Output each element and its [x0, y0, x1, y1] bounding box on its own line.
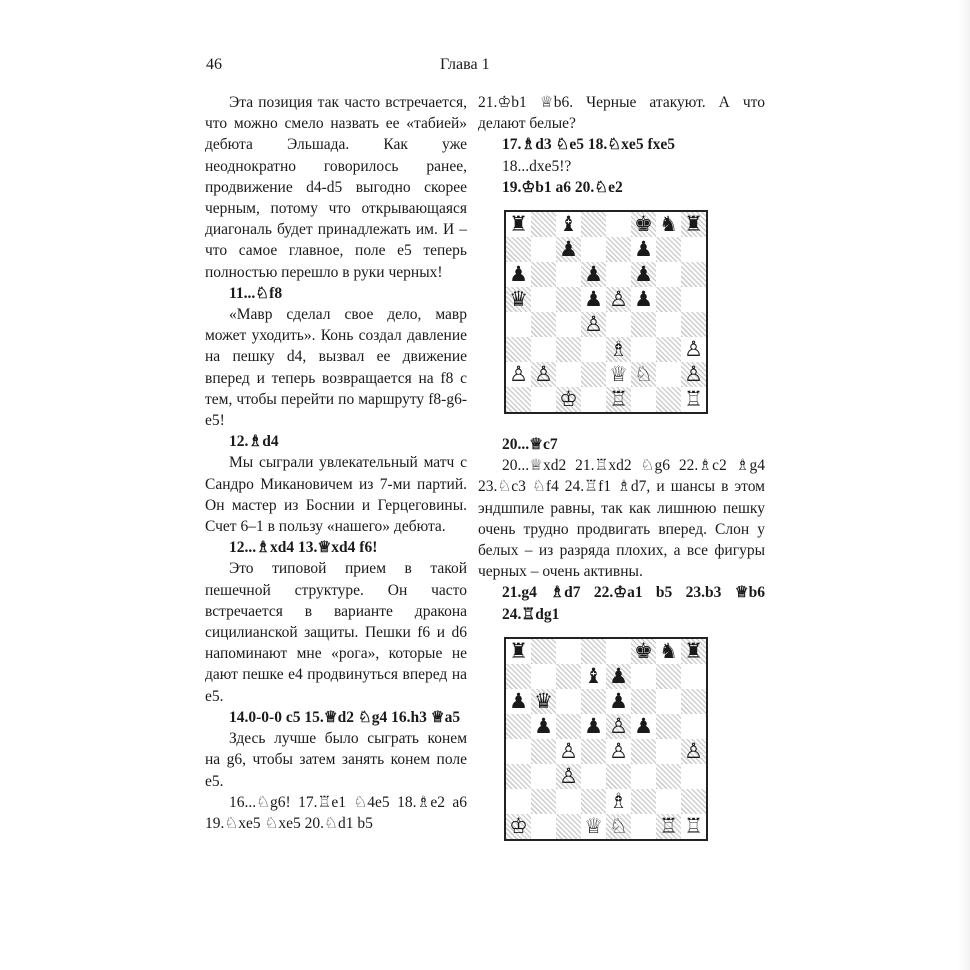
board-square [606, 212, 631, 237]
black-pawn-icon: ♟ [509, 688, 528, 713]
board-square [506, 689, 531, 714]
paragraph: 16...♘g6! 17.♖e1 ♘4e5 18.♗e2 a6 19.♘xe5 ♘xe5 20.♘d1 b5 [205, 793, 467, 832]
board-square [581, 262, 606, 287]
board-square [681, 789, 706, 814]
board-square [581, 362, 606, 387]
board-square [606, 689, 631, 714]
black-pawn-icon: ♟ [609, 688, 628, 713]
move-line: 12...♗xd4 13.♕xd4 f6! [229, 539, 378, 557]
board-square [631, 212, 656, 237]
move-line: 21.g4 ♗d7 22.♔a1 b5 23.b3 ♕b6 24.♖dg1 [502, 584, 765, 623]
board-square [656, 689, 681, 714]
white-pawn-icon: ♙ [684, 362, 703, 387]
board-square [656, 664, 681, 689]
paragraph: Это типовой прием в такой пешечной структуре. Он часто встречается в варианте дракона сицилианской защиты. Пешки f6 и d6 напоминают мне «рога», которые не дают пешке e4 продвинуться вперед на e5. [205, 560, 467, 705]
black-king-icon: ♚ [634, 212, 653, 237]
board-square [581, 764, 606, 789]
board-square [556, 639, 581, 664]
board-square [531, 287, 556, 312]
board-square [681, 237, 706, 262]
board-square [656, 789, 681, 814]
board-square [631, 312, 656, 337]
board-square [656, 639, 681, 664]
black-pawn-icon: ♟ [584, 262, 603, 287]
board-square [606, 739, 631, 764]
black-rook-icon: ♜ [509, 638, 528, 663]
white-pawn-icon: ♙ [609, 738, 628, 763]
paragraph: 20...♕xd2 21.♖xd2 ♘g6 22.♗c2 ♗g4 23.♘c3 ♘f4 24.♖f1 ♗d7, и шансы в этом эндшпиле равны, так как лишнюю пешку очень трудно продвигать вперед. Слон у белых – из разряда плохих, а все фигуры черных – очень активны. [478, 457, 765, 581]
board-square [556, 387, 581, 412]
paragraph: Мы сыграли увлекательный матч с Сандро Микановичем из 7-ми партий. Он мастер из Боснии и Герцеговины. Счет 6–1 в пользу «нашего» дебюта. [205, 454, 467, 536]
white-pawn-icon: ♙ [609, 713, 628, 738]
black-bishop-icon: ♝ [584, 663, 603, 688]
board-square [681, 337, 706, 362]
board-square [681, 312, 706, 337]
white-pawn-icon: ♙ [684, 738, 703, 763]
board-square [531, 387, 556, 412]
board-square [531, 337, 556, 362]
board-square [556, 337, 581, 362]
board-square [606, 714, 631, 739]
board-square [531, 814, 556, 839]
board-square [531, 212, 556, 237]
board-square [581, 664, 606, 689]
board-square [581, 212, 606, 237]
board-square [606, 764, 631, 789]
board-square [631, 337, 656, 362]
board-square [656, 362, 681, 387]
board-square [656, 287, 681, 312]
board-square [631, 639, 656, 664]
board-square [606, 237, 631, 262]
board-square [531, 237, 556, 262]
board-square [631, 714, 656, 739]
board-square [556, 287, 581, 312]
board-square [656, 714, 681, 739]
chess-diagram-1 [504, 210, 765, 414]
white-bishop-icon: ♗ [609, 337, 628, 362]
board-square [531, 664, 556, 689]
black-pawn-icon: ♟ [584, 287, 603, 312]
board-square [506, 739, 531, 764]
paragraph: Эта позиция так часто встречается, что можно смело назвать ее «табией» дебюта Эльшада. Как уже неоднократно говорилось ранее, продвижение d4-d5 выгодно скорее черным, потому что открывающаяся диагональ будет принадлежать им. И – что самое главное, поле e5 теперь полностью перешло в руки черных! [205, 94, 467, 281]
chessboard [504, 210, 708, 414]
board-square [681, 689, 706, 714]
board-square [581, 312, 606, 337]
white-king-icon: ♔ [559, 387, 578, 412]
board-square [506, 387, 531, 412]
board-square [556, 237, 581, 262]
black-pawn-icon: ♟ [634, 287, 653, 312]
board-square [531, 362, 556, 387]
board-square [681, 362, 706, 387]
board-square [531, 262, 556, 287]
white-pawn-icon: ♙ [509, 362, 528, 387]
move-line: 19.♔b1 a6 20.♘e2 [502, 178, 623, 196]
black-knight-icon: ♞ [659, 212, 678, 237]
black-queen-icon: ♛ [534, 688, 553, 713]
board-square [506, 714, 531, 739]
black-pawn-icon: ♟ [584, 713, 603, 738]
page-number: 46 [206, 56, 222, 73]
black-knight-icon: ♞ [659, 638, 678, 663]
black-pawn-icon: ♟ [509, 262, 528, 287]
board-square [556, 764, 581, 789]
board-square [656, 337, 681, 362]
black-king-icon: ♚ [634, 638, 653, 663]
board-square [631, 664, 656, 689]
board-square [631, 689, 656, 714]
right-column [478, 92, 765, 861]
chess-diagram-2 [504, 637, 765, 841]
board-square [631, 262, 656, 287]
board-square [556, 814, 581, 839]
board-square [581, 639, 606, 664]
white-king-icon: ♔ [509, 813, 528, 838]
left-column [205, 92, 467, 834]
white-rook-icon: ♖ [684, 813, 703, 838]
board-square [581, 714, 606, 739]
board-square [556, 739, 581, 764]
board-square [631, 764, 656, 789]
board-square [531, 789, 556, 814]
board-square [631, 387, 656, 412]
board-square [531, 714, 556, 739]
board-square [606, 362, 631, 387]
board-square [506, 789, 531, 814]
black-rook-icon: ♜ [684, 638, 703, 663]
black-pawn-icon: ♟ [609, 663, 628, 688]
board-square [681, 262, 706, 287]
board-square [681, 387, 706, 412]
board-square [506, 664, 531, 689]
board-square [506, 764, 531, 789]
board-square [656, 814, 681, 839]
white-queen-icon: ♕ [609, 362, 628, 387]
black-pawn-icon: ♟ [534, 713, 553, 738]
board-square [681, 764, 706, 789]
board-square [681, 814, 706, 839]
white-pawn-icon: ♙ [534, 362, 553, 387]
board-square [506, 362, 531, 387]
board-square [531, 312, 556, 337]
paragraph: «Мавр сделал свое дело, мавр может уходить». Конь создал давление на пешку d4, вызвал ее движение вперед и теперь возвращается на f8 с тем, чтобы перейти по маршруту f8-g6-e5! [205, 306, 467, 430]
white-bishop-icon: ♗ [609, 788, 628, 813]
board-square [556, 262, 581, 287]
board-square [656, 212, 681, 237]
board-square [681, 739, 706, 764]
board-square [656, 739, 681, 764]
board-square [531, 689, 556, 714]
board-square [681, 639, 706, 664]
board-square [506, 337, 531, 362]
board-square [681, 714, 706, 739]
board-square [506, 262, 531, 287]
board-square [531, 764, 556, 789]
paragraph: Здесь лучше было сыграть конем на g6, чтобы затем занять конем поле e5. [205, 730, 467, 790]
board-square [681, 287, 706, 312]
board-square [506, 814, 531, 839]
board-square [581, 337, 606, 362]
board-square [656, 262, 681, 287]
board-square [606, 287, 631, 312]
board-square [631, 362, 656, 387]
board-square [606, 312, 631, 337]
board-square [556, 362, 581, 387]
white-rook-icon: ♖ [684, 387, 703, 412]
board-square [656, 237, 681, 262]
white-pawn-icon: ♙ [559, 738, 578, 763]
board-square [556, 689, 581, 714]
board-square [606, 639, 631, 664]
white-knight-icon: ♘ [609, 813, 628, 838]
move-line: 17.♗d3 ♘e5 18.♘xe5 fxe5 [502, 136, 675, 154]
board-square [581, 689, 606, 714]
board-square [581, 739, 606, 764]
black-pawn-icon: ♟ [559, 237, 578, 262]
black-pawn-icon: ♟ [634, 262, 653, 287]
board-square [606, 814, 631, 839]
white-pawn-icon: ♙ [609, 287, 628, 312]
white-rook-icon: ♖ [659, 813, 678, 838]
board-square [631, 739, 656, 764]
move-line: 11...♘f8 [229, 284, 283, 302]
board-square [506, 287, 531, 312]
board-square [606, 789, 631, 814]
black-pawn-icon: ♟ [634, 713, 653, 738]
board-square [631, 814, 656, 839]
white-knight-icon: ♘ [634, 362, 653, 387]
board-square [656, 387, 681, 412]
board-square [581, 789, 606, 814]
white-queen-icon: ♕ [584, 813, 603, 838]
board-square [681, 212, 706, 237]
black-rook-icon: ♜ [509, 212, 528, 237]
board-square [656, 312, 681, 337]
board-square [681, 664, 706, 689]
paragraph: 21.♔b1 ♕b6. Черные атакуют. А что делают белые? [478, 94, 765, 133]
board-square [581, 237, 606, 262]
move-line: 20...♕c7 [502, 436, 558, 454]
board-square [556, 789, 581, 814]
board-square [506, 212, 531, 237]
board-square [656, 764, 681, 789]
board-square [631, 237, 656, 262]
board-square [631, 789, 656, 814]
board-square [581, 287, 606, 312]
board-square [606, 337, 631, 362]
board-square [556, 664, 581, 689]
board-square [506, 639, 531, 664]
page-edge-shadow [958, 0, 970, 970]
board-square [606, 664, 631, 689]
board-square [531, 639, 556, 664]
chessboard [504, 637, 708, 841]
board-square [606, 387, 631, 412]
board-square [556, 212, 581, 237]
board-square [631, 287, 656, 312]
move-line: 12.♗d4 [229, 433, 279, 451]
black-rook-icon: ♜ [684, 212, 703, 237]
running-head: Глава 1 [440, 56, 490, 73]
black-pawn-icon: ♟ [634, 237, 653, 262]
board-square [506, 237, 531, 262]
black-bishop-icon: ♝ [559, 212, 578, 237]
white-pawn-icon: ♙ [584, 312, 603, 337]
board-square [556, 714, 581, 739]
variation-line: 18...dxe5!? [502, 157, 572, 175]
board-square [581, 387, 606, 412]
board-square [531, 739, 556, 764]
white-pawn-icon: ♙ [684, 337, 703, 362]
board-square [581, 814, 606, 839]
board-square [556, 312, 581, 337]
move-line: 14.0-0-0 c5 15.♕d2 ♘g4 16.h3 ♕a5 [229, 708, 461, 726]
board-square [506, 312, 531, 337]
board-square [606, 262, 631, 287]
black-queen-icon: ♛ [509, 287, 528, 312]
white-pawn-icon: ♙ [559, 763, 578, 788]
white-rook-icon: ♖ [609, 387, 628, 412]
